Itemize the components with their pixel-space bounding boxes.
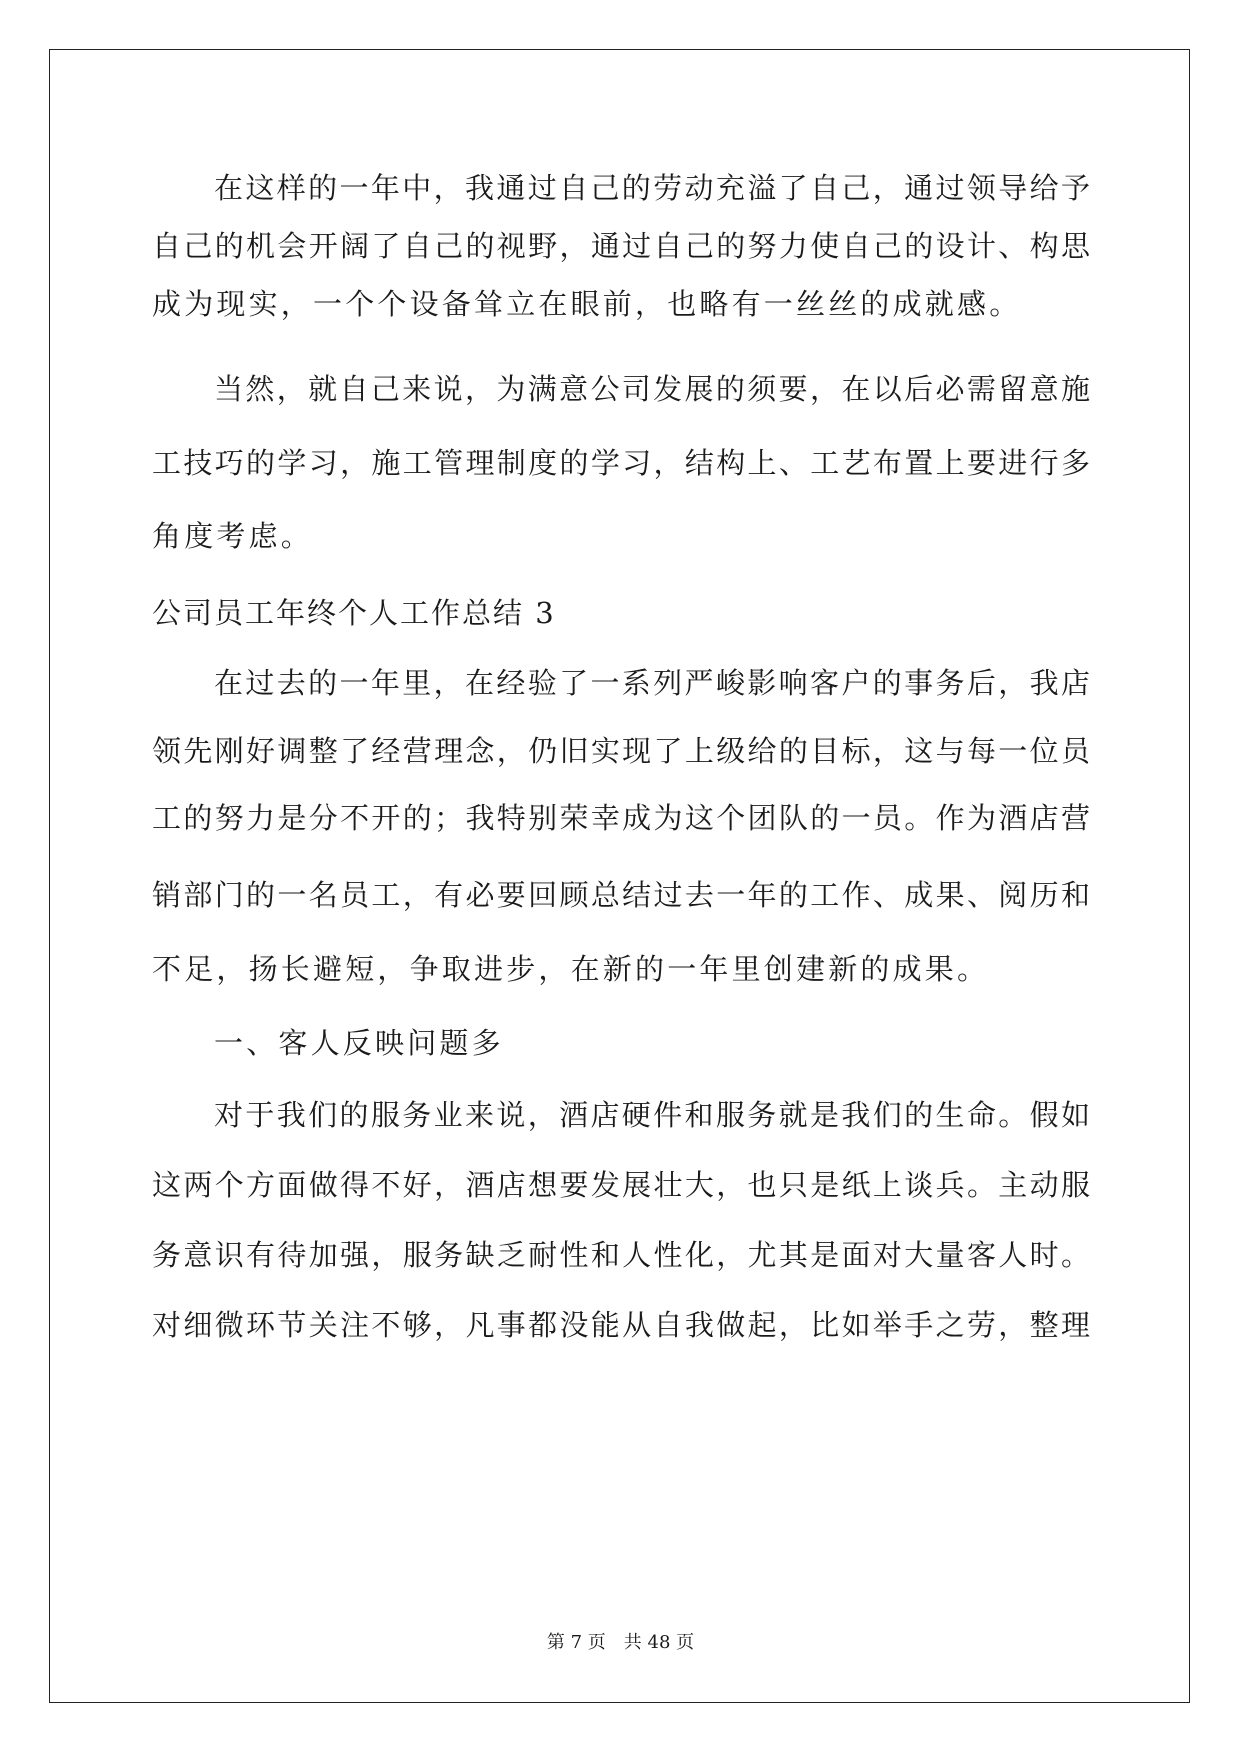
page-number: 第 7 页 xyxy=(546,1632,606,1653)
page-footer xyxy=(0,1631,1241,1655)
section-heading: 公司员工年终个人工作总结 3 xyxy=(152,596,556,630)
paragraph-4-line-4: 对细微环节关注不够，凡事都没能从自我做起，比如举手之劳，整理 xyxy=(152,1308,1090,1342)
subheading-1: 一、客人反映问题多 xyxy=(214,1026,504,1060)
paragraph-1-line-1: 在这样的一年中，我通过自己的劳动充溢了自己，通过领导给予 xyxy=(214,171,1090,205)
paragraph-4-line-2: 这两个方面做得不好，酒店想要发展壮大，也只是纸上谈兵。主动服 xyxy=(152,1168,1090,1202)
paragraph-2-line-2: 工技巧的学习，施工管理制度的学习，结构上、工艺布置上要进行多 xyxy=(152,446,1090,480)
paragraph-3-line-4: 销部门的一名员工，有必要回顾总结过去一年的工作、成果、阅历和 xyxy=(152,878,1090,912)
paragraph-2-line-3: 角度考虑。 xyxy=(152,519,314,553)
paragraph-3-line-2: 领先刚好调整了经营理念，仍旧实现了上级给的目标，这与每一位员 xyxy=(152,734,1090,768)
paragraph-2-line-1: 当然，就自己来说，为满意公司发展的须要，在以后必需留意施 xyxy=(214,372,1090,406)
paragraph-4-line-3: 务意识有待加强，服务缺乏耐性和人性化，尤其是面对大量客人时。 xyxy=(152,1238,1090,1272)
paragraph-1-line-3: 成为现实，一个个设备耸立在眼前，也略有一丝丝的成就感。 xyxy=(152,287,1022,321)
paragraph-3-line-5: 不足，扬长避短，争取进步，在新的一年里创建新的成果。 xyxy=(152,952,990,986)
page-total: 共 48 页 xyxy=(623,1632,695,1653)
paragraph-3-line-1: 在过去的一年里，在经验了一系列严峻影响客户的事务后，我店 xyxy=(214,666,1090,700)
paragraph-1-line-2: 自己的机会开阔了自己的视野，通过自己的努力使自己的设计、构思 xyxy=(152,229,1090,263)
paragraph-4-line-1: 对于我们的服务业来说，酒店硬件和服务就是我们的生命。假如 xyxy=(214,1098,1090,1132)
paragraph-3-line-3: 工的努力是分不开的；我特别荣幸成为这个团队的一员。作为酒店营 xyxy=(152,801,1090,835)
